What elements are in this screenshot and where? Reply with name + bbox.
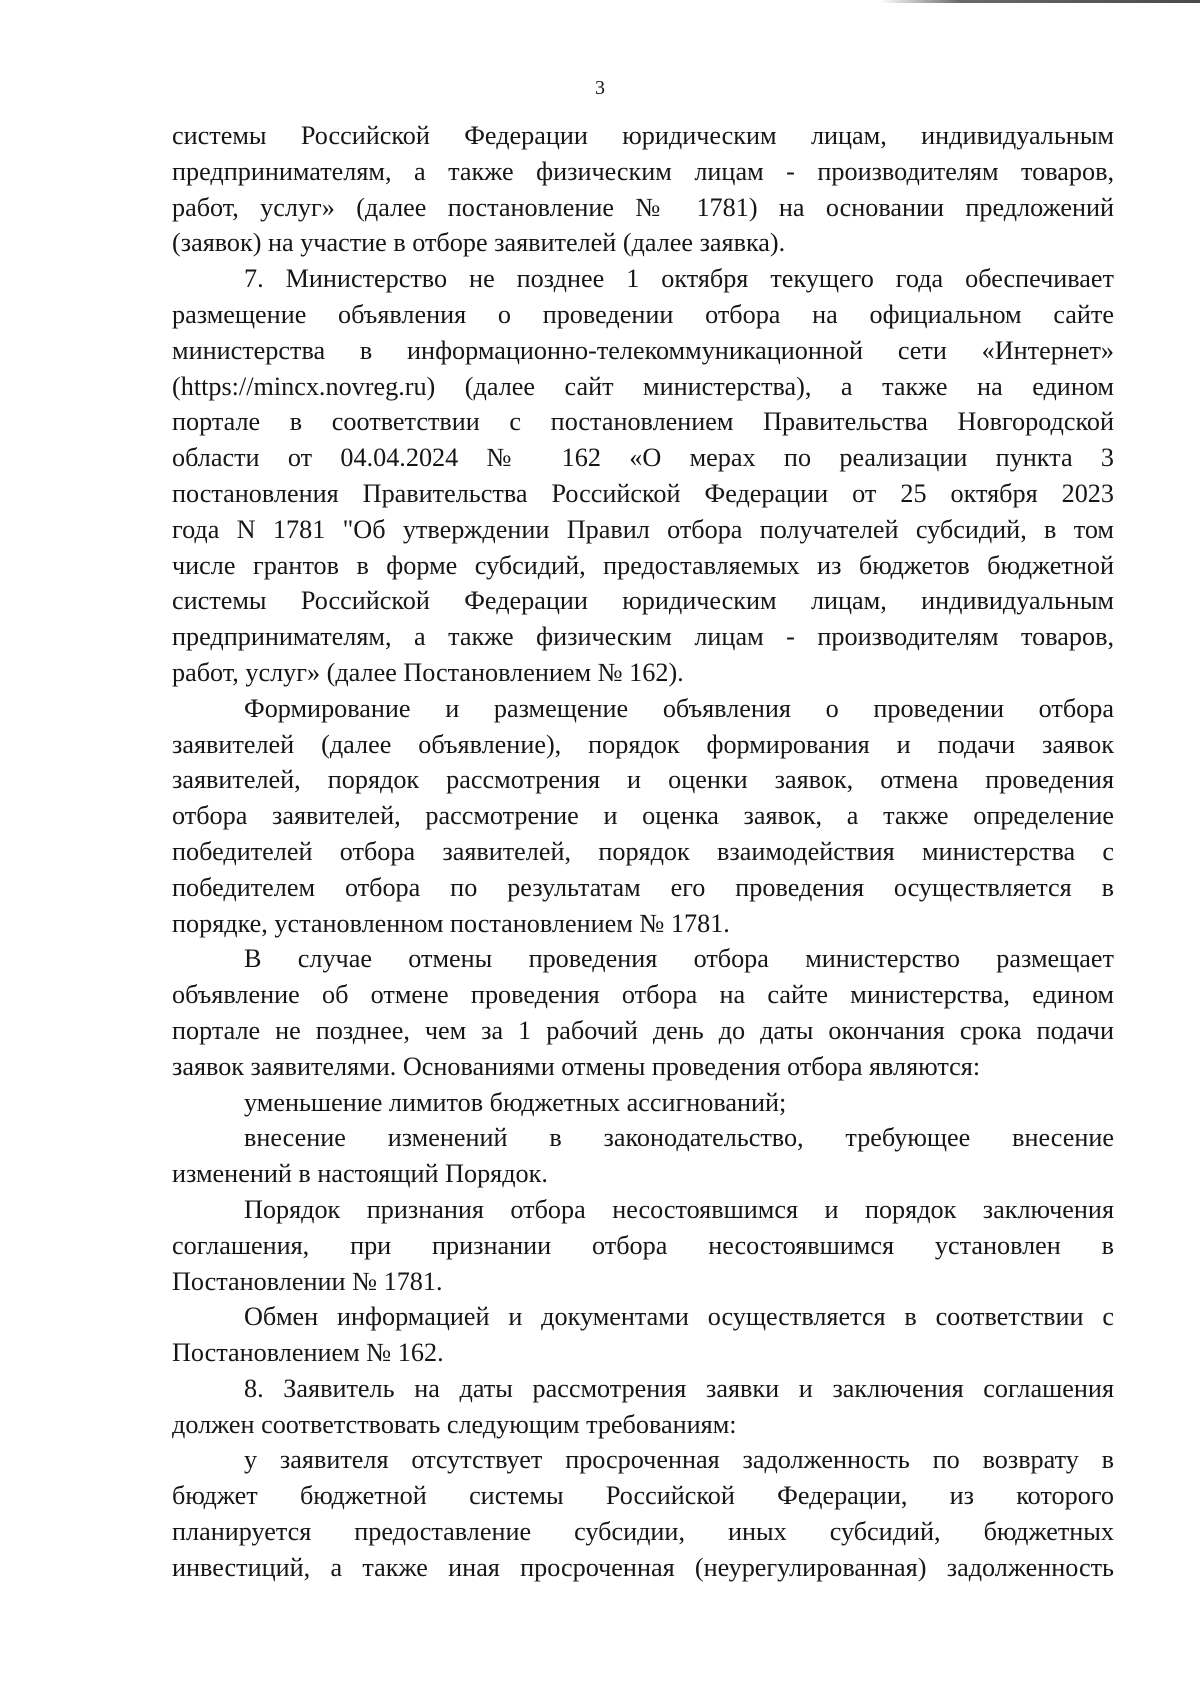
text-line: (https://mincx.novreg.ru) (далее сайт министерства), а также на едином [172,371,1114,401]
text-line: министерства в информационно-телекоммуникационной сети «Интернет» [172,335,1114,365]
text-line: уменьшение лимитов бюджетных ассигнований; [244,1087,787,1117]
text-line: бюджет бюджетной системы Российской Федерации, из которого [172,1481,1114,1511]
text-line: системы Российской Федерации юридическим лицам, индивидуальным [172,586,1114,616]
text-line: 8. Заявитель на даты рассмотрения заявки и заключения соглашения [244,1373,1114,1403]
page-number: 3 [595,77,605,99]
text-line: инвестиций, а также иная просроченная (неурегулированная) задолженность [172,1552,1114,1582]
text-line: Постановлением № 162. [172,1338,444,1368]
text-line: постановления Правительства Российской Федерации от 25 октября 2023 [172,478,1114,508]
text-line: объявление об отмене проведения отбора на сайте министерства, едином [172,980,1114,1010]
text-line: портале в соответствии с постановлением Правительства Новгородской [172,407,1114,437]
text-line: Порядок признания отбора несостоявшимся и порядок заключения [244,1194,1114,1224]
text-line: должен соответствовать следующим требованиям: [172,1409,737,1439]
text-line: заявок заявителями. Основаниями отмены проведения отбора являются: [172,1051,981,1081]
text-line: портале не позднее, чем за 1 рабочий день до даты окончания срока подачи [172,1015,1114,1045]
document-body [172,118,1114,1586]
text-line: размещение объявления о проведении отбора на официальном сайте [172,299,1114,329]
text-line: системы Российской Федерации юридическим лицам, индивидуальным [172,121,1114,150]
text-line: 7. Министерство не позднее 1 октября текущего года обеспечивает [244,264,1114,294]
text-line: соглашения, при признании отбора несостоявшимся установлен в [172,1230,1114,1260]
text-line: внесение изменений в законодательство, требующее внесение [244,1123,1114,1153]
text-line: изменений в настоящий Порядок. [172,1159,548,1189]
text-line: порядке, установленном постановлением № 1781. [172,908,730,938]
text-line: отбора заявителей, рассмотрение и оценка заявок, а также определение [172,801,1114,831]
text-line: (заявок) на участие в отборе заявителей (далее заявка). [172,228,786,258]
text-line: заявителей (далее объявление), порядок формирования и подачи заявок [172,729,1114,759]
text-line: числе грантов в форме субсидий, предоставляемых из бюджетов бюджетной [172,550,1114,580]
text-line: В случае отмены проведения отбора министерство размещает [244,944,1114,974]
text-line: у заявителя отсутствует просроченная задолженность по возврату в [244,1445,1114,1475]
scan-edge-line [880,0,1200,3]
text-line: предпринимателям, а также физическим лицам - производителям товаров, [172,622,1114,652]
text-line: Формирование и размещение объявления о проведении отбора [244,693,1114,723]
text-line: победителей отбора заявителей, порядок взаимодействия министерства с [172,836,1114,866]
text-line: заявителей, порядок рассмотрения и оценки заявок, отмена проведения [172,765,1114,795]
text-line: области от 04.04.2024 № 162 «О мерах по реализации пункта 3 [172,443,1114,473]
text-line: работ, услуг» (далее Постановлением № 162). [172,657,684,687]
text-line: года N 1781 "Об утверждении Правил отбора получателей субсидий, в том [172,514,1114,544]
text-line: Постановлении № 1781. [172,1266,443,1296]
text-line: победителем отбора по результатам его проведения осуществляется в [172,872,1114,902]
text-line: работ, услуг» (далее постановление № 1781) на основании предложений [172,192,1114,222]
text-line: предпринимателям, а также физическим лицам - производителям товаров, [172,156,1114,186]
text-line: планируется предоставление субсидии, иных субсидий, бюджетных [172,1517,1114,1547]
text-line: Обмен информацией и документами осуществляется в соответствии с [244,1302,1114,1332]
